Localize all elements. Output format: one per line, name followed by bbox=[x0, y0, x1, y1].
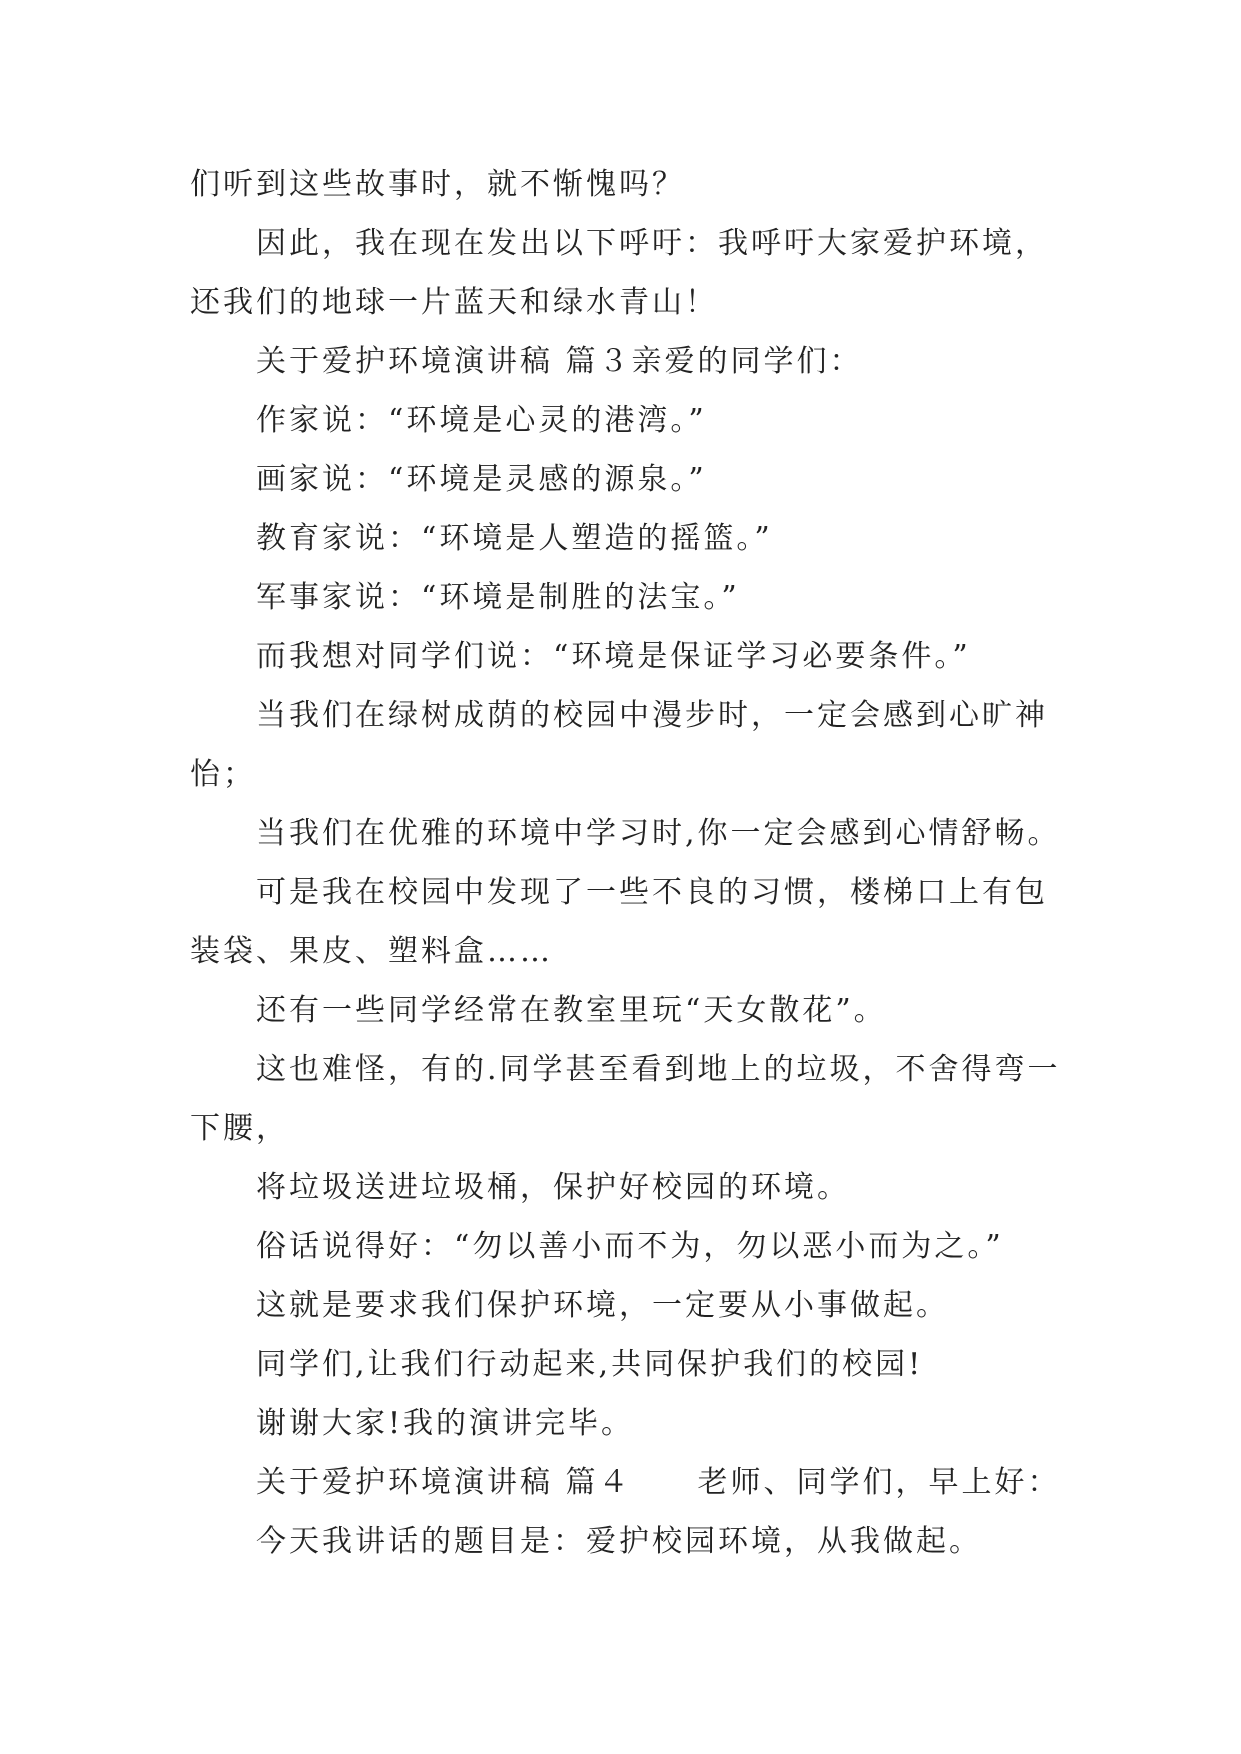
paragraph: 们听到这些故事时，就不惭愧吗？ bbox=[190, 167, 685, 202]
paragraph: 谢谢大家!我的演讲完毕。 bbox=[256, 1406, 635, 1441]
paragraph: 因此，我在现在发出以下呼吁：我呼吁大家爱护环境，还我们的地球一片蓝天和绿水青山！ bbox=[190, 226, 1048, 320]
paragraph: 将垃圾送进垃圾桶，保护好校园的环境。 bbox=[256, 1170, 850, 1205]
paragraph: 还有一些同学经常在教室里玩“天女散花”。 bbox=[256, 993, 887, 1028]
paragraph: 俗话说得好：“勿以善小而不为，勿以恶小而为之。” bbox=[256, 1229, 1004, 1264]
section-heading-4: 关于爱护环境演讲稿 篇４ 老师、同学们，早上好： bbox=[256, 1465, 1061, 1500]
paragraph: 当我们在优雅的环境中学习时,你一定会感到心情舒畅。 bbox=[256, 816, 1061, 851]
paragraph: 这就是要求我们保护环境，一定要从小事做起。 bbox=[256, 1288, 949, 1323]
paragraph: 教育家说：“环境是人塑造的摇篮。” bbox=[256, 521, 773, 556]
paragraph: 军事家说：“环境是制胜的法宝。” bbox=[256, 580, 740, 615]
paragraph: 而我想对同学们说：“环境是保证学习必要条件。” bbox=[256, 639, 971, 674]
paragraph: 同学们,让我们行动起来,共同保护我们的校园! bbox=[256, 1347, 924, 1382]
paragraph: 当我们在绿树成荫的校园中漫步时，一定会感到心旷神怡； bbox=[190, 698, 1048, 792]
paragraph: 今天我讲话的题目是：爱护校园环境，从我做起。 bbox=[256, 1524, 982, 1559]
document-body bbox=[190, 155, 1070, 1571]
paragraph: 作家说：“环境是心灵的港湾。” bbox=[256, 403, 707, 438]
paragraph: 可是我在校园中发现了一些不良的习惯，楼梯口上有包装袋、果皮、塑料盒…… bbox=[190, 875, 1048, 969]
paragraph: 这也难怪，有的.同学甚至看到地上的垃圾，不舍得弯一下腰， bbox=[190, 1052, 1061, 1146]
section-heading-3: 关于爱护环境演讲稿 篇３亲爱的同学们： bbox=[256, 344, 863, 379]
paragraph: 画家说：“环境是灵感的源泉。” bbox=[256, 462, 707, 497]
